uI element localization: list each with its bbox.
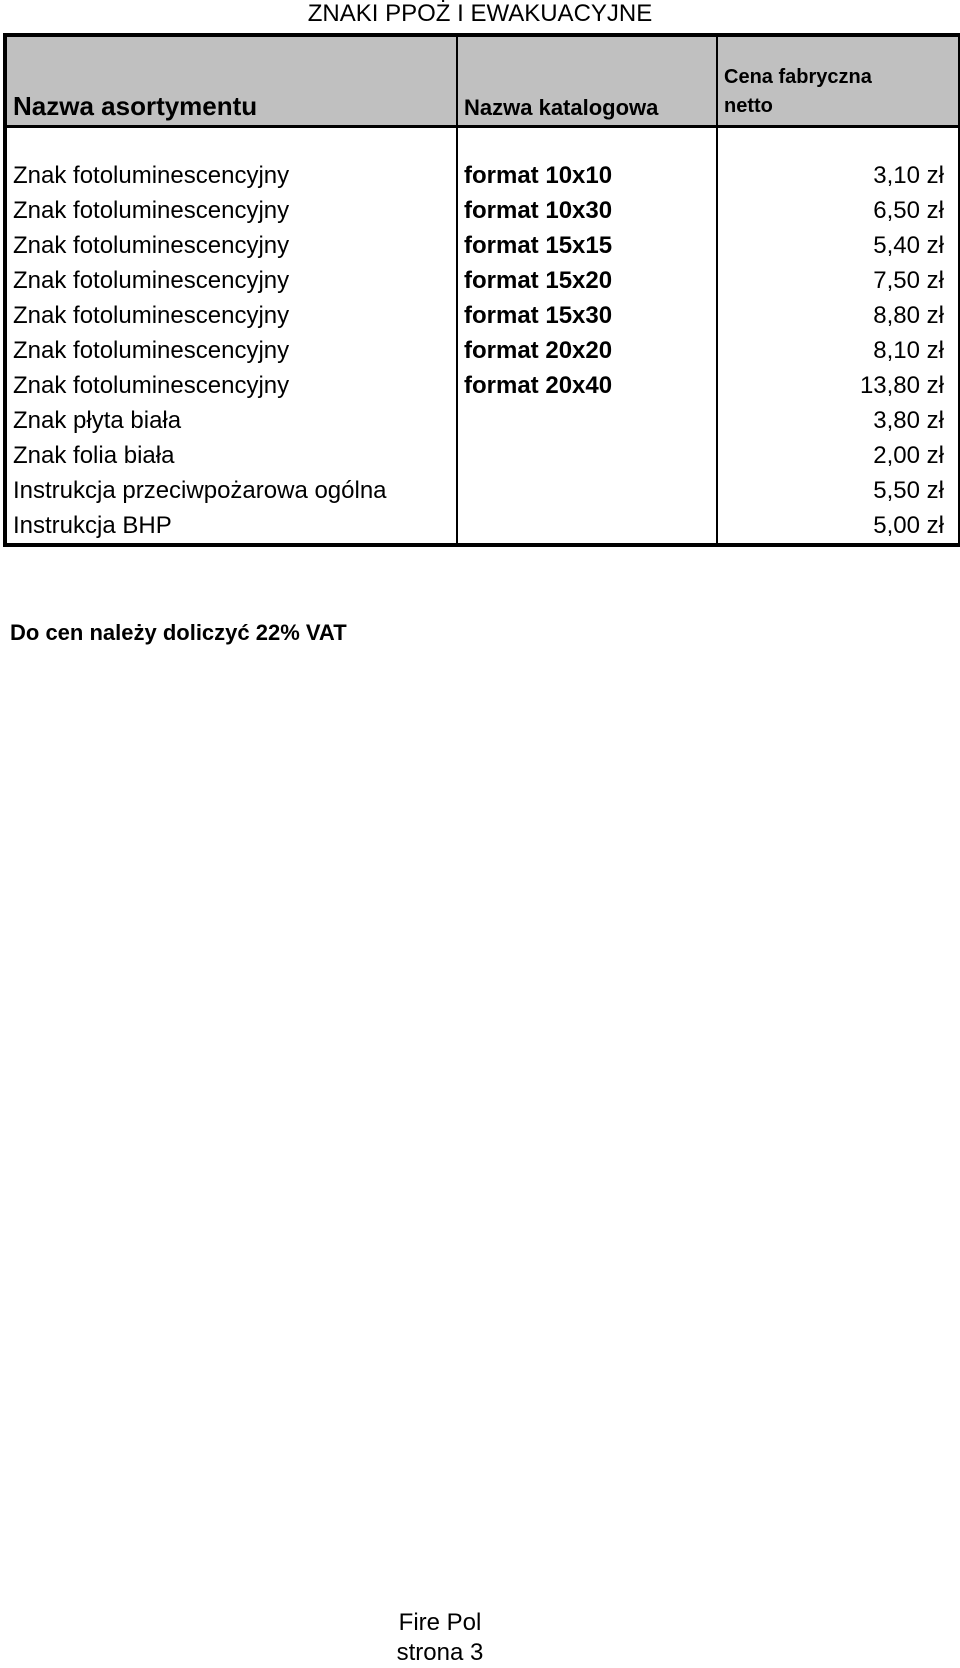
product-name-cell: Znak folia biała bbox=[5, 438, 457, 473]
table-row bbox=[5, 158, 960, 193]
column-header-name: Nazwa asortymentu bbox=[5, 35, 457, 126]
column-header-price bbox=[717, 35, 960, 126]
table-row bbox=[5, 368, 960, 403]
table-row bbox=[5, 193, 960, 228]
footer-company: Fire Pol bbox=[398, 1609, 482, 1636]
catalog-name-cell: format 15x30 bbox=[457, 298, 717, 333]
product-name-cell: Znak fotoluminescencyjny bbox=[5, 193, 457, 228]
table-row bbox=[5, 473, 960, 508]
price-cell: 8,80 zł bbox=[717, 298, 960, 333]
product-name-cell: Znak fotoluminescencyjny bbox=[5, 368, 457, 403]
catalog-name-cell bbox=[457, 438, 717, 473]
price-cell: 8,10 zł bbox=[717, 333, 960, 368]
product-name-cell: Znak fotoluminescencyjny bbox=[5, 158, 457, 193]
price-cell: 7,50 zł bbox=[717, 263, 960, 298]
page-title: ZNAKI PPOŻ I EWAKUACYJNE bbox=[307, 0, 653, 27]
price-cell: 3,10 zł bbox=[717, 158, 960, 193]
price-header-line2: netto bbox=[724, 94, 773, 117]
product-name-cell: Znak fotoluminescencyjny bbox=[5, 333, 457, 368]
table-row bbox=[5, 298, 960, 333]
column-header-catalog: Nazwa katalogowa bbox=[457, 35, 717, 126]
price-cell: 5,40 zł bbox=[717, 228, 960, 263]
catalog-name-cell: format 10x30 bbox=[457, 193, 717, 228]
catalog-name-cell: format 20x20 bbox=[457, 333, 717, 368]
table-spacer-row bbox=[5, 126, 960, 158]
product-name-cell: Znak fotoluminescencyjny bbox=[5, 228, 457, 263]
price-cell: 2,00 zł bbox=[717, 438, 960, 473]
spacer-cell bbox=[717, 126, 960, 158]
page-footer bbox=[0, 1608, 880, 1668]
product-name-cell: Znak fotoluminescencyjny bbox=[5, 263, 457, 298]
price-table bbox=[3, 33, 960, 547]
spacer-cell bbox=[457, 126, 717, 158]
table-row bbox=[5, 403, 960, 438]
price-cell: 6,50 zł bbox=[717, 193, 960, 228]
spacer-cell bbox=[5, 126, 457, 158]
table-row bbox=[5, 228, 960, 263]
table-row bbox=[5, 263, 960, 298]
catalog-name-cell: format 15x15 bbox=[457, 228, 717, 263]
catalog-name-cell bbox=[457, 473, 717, 508]
footer-page-number: strona 3 bbox=[396, 1639, 484, 1666]
price-cell: 13,80 zł bbox=[717, 368, 960, 403]
product-name-cell: Instrukcja BHP bbox=[5, 508, 457, 545]
catalog-name-cell: format 10x10 bbox=[457, 158, 717, 193]
catalog-name-cell bbox=[457, 508, 717, 545]
table-row bbox=[5, 333, 960, 368]
product-name-cell: Znak płyta biała bbox=[5, 403, 457, 438]
catalog-name-cell bbox=[457, 403, 717, 438]
catalog-name-cell: format 15x20 bbox=[457, 263, 717, 298]
price-cell: 3,80 zł bbox=[717, 403, 960, 438]
vat-note: Do cen należy doliczyć 22% VAT bbox=[10, 620, 347, 645]
table-header-row bbox=[5, 35, 960, 126]
product-name-cell: Znak fotoluminescencyjny bbox=[5, 298, 457, 333]
price-cell: 5,50 zł bbox=[717, 473, 960, 508]
catalog-name-cell: format 20x40 bbox=[457, 368, 717, 403]
price-header-line1: Cena fabryczna bbox=[724, 65, 872, 88]
price-cell: 5,00 zł bbox=[717, 508, 960, 545]
table-row bbox=[5, 508, 960, 545]
table-row bbox=[5, 438, 960, 473]
product-name-cell: Instrukcja przeciwpożarowa ogólna bbox=[5, 473, 457, 508]
